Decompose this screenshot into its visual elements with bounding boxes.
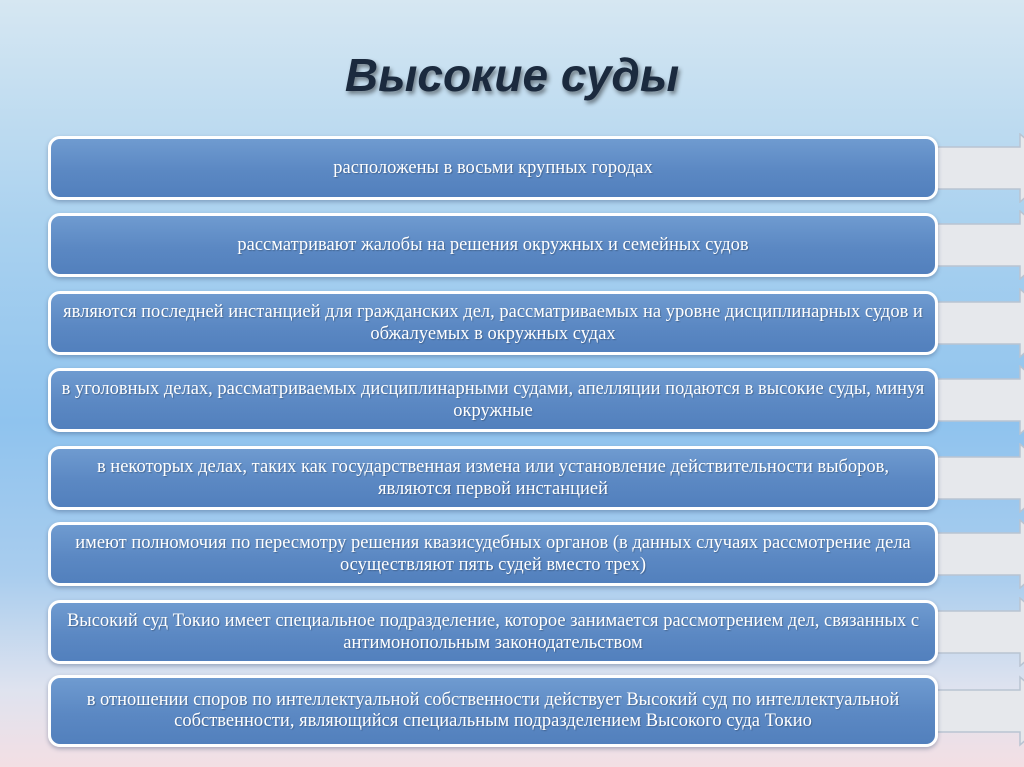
list-item-text: в уголовных делах, рассматриваемых дисциплинарными судами, апелляции подаются в высокие суды, минуя окружные xyxy=(61,379,925,421)
list-item xyxy=(48,133,1012,203)
chevron-right-icon xyxy=(928,210,1024,280)
list-item-text: в отношении споров по интеллектуальной собственности действует Высокий суд по интеллектуальной собственности, являющийся специальным подразделением Высокого суда Токио xyxy=(86,690,900,731)
chevron-right-icon xyxy=(928,365,1024,435)
list-item xyxy=(48,288,1012,358)
list-item-text: имеют полномочия по пересмотру решения квазисудебных органов (в данных случаях рассмотрение дела осуществляют пять судей вместо трех) xyxy=(75,533,911,575)
list-item-box xyxy=(48,213,938,277)
chevron-right-icon xyxy=(928,288,1024,358)
chevron-right-icon xyxy=(928,674,1024,748)
list-item xyxy=(48,519,1012,589)
list-item xyxy=(48,365,1012,435)
list-item-text: расположены в восьми крупных городах xyxy=(333,158,653,178)
list-item xyxy=(48,597,1012,667)
list-item xyxy=(48,210,1012,280)
chevron-right-icon xyxy=(928,443,1024,513)
list-item xyxy=(48,443,1012,513)
page-title: Высокие суды xyxy=(344,49,680,101)
list-item-text: являются последней инстанцией для гражданских дел, рассматриваемых на уровне дисциплинарных судов и обжалуемых в окружных судах xyxy=(63,302,923,344)
list-item-text: рассматривают жалобы на решения окружных и семейных судов xyxy=(237,235,749,255)
list-item-box xyxy=(48,522,938,586)
list-item xyxy=(48,674,1012,748)
list-item-text: в некоторых делах, таких как государственная измена или установление действительности выборов, являются первой инстанцией xyxy=(96,457,890,499)
list-item-box xyxy=(48,446,938,510)
list-item-box xyxy=(48,291,938,355)
list-item-text: Высокий суд Токио имеет специальное подразделение, которое занимается рассмотрением дел, связанных с антимонопольным законодательством xyxy=(66,611,920,653)
chevron-right-icon xyxy=(928,133,1024,203)
list-item-box xyxy=(48,675,938,747)
list-item-box xyxy=(48,136,938,200)
list-item-box xyxy=(48,600,938,664)
chevron-right-icon xyxy=(928,519,1024,589)
list-item-box xyxy=(48,368,938,432)
chevron-right-icon xyxy=(928,597,1024,667)
